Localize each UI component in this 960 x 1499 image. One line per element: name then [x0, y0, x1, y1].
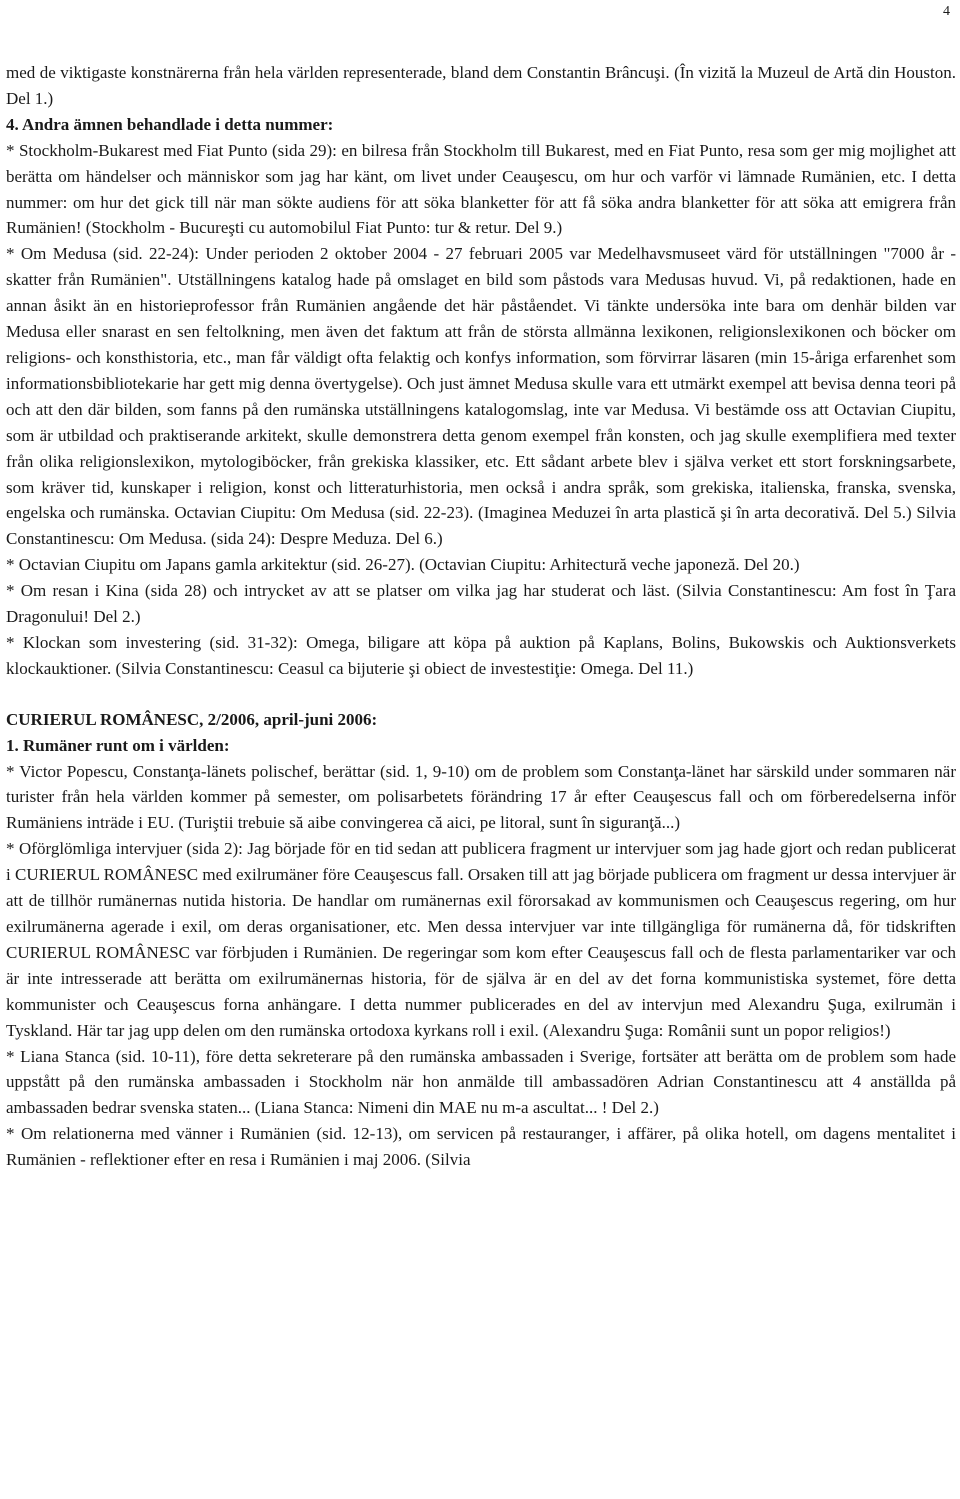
section-heading: 1. Rumäner runt om i världen: [6, 735, 230, 755]
section-spacer [6, 682, 956, 707]
paragraph: * Oförglömliga intervjuer (sida 2): Jag började för en tid sedan att publicera fragment ur intervjuer som jag hade gjort och redan publicerat i CURIERUL ROMÂNESC med exilrumäner före Ceauşescus fall. Orsaken till att jag började publicera om fragment ur dessa intervjuer är att de tillhör rumänernas nutida historia. De handlar om rumänernas exil förorsakad av kommunismen och Ceauşescus regering, om hur exilrumänerna agerade i exil, om deras organisationer, etc. Men dessa intervjuer var inte tillgängliga för rumänerna då, för tidskriften CURIERUL ROMÂNESC var förbjuden i Rumänien. De regeringar som kom efter Ceauşescus fall och de flesta parlamentariker var och är inte intresserade att berätta om exilrumänernas historia, för de själva är en del av det forna kommunistiska systemet, före detta kommunister och Ceauşescus forna anhängare. I detta nummer publicerades en del av intervjun med Alexandru Şuga, exilrumän i Tyskland. Här tar jag upp delen om den rumänska ortodoxa kyrkans roll i exil. (Alexandru Şuga: Românii sunt un popor religios!) [6, 839, 956, 1040]
paragraph: * Octavian Ciupitu om Japans gamla arkitektur (sid. 26-27). (Octavian Ciupitu: Arhitectură veche japoneză. Del 20.) [6, 555, 800, 575]
paragraph: * Om Medusa (sid. 22-24): Under perioden 2 oktober 2004 - 27 februari 2005 var Medelhavsmuseet värd för utställningen "7000 år - skatter från Rumänien". Utställningens katalog hade på omslaget en bild som påstods vara Medusas huvud. Vi, på redaktionen, hade en annan åsikt än en historieprofessor från Rumänien angående det här påståendet. Vi tänkte undersöka inte bara om denhär bilden var Medusa eller snarast en sen feltolkning, men även det faktum att från de största allmänna lexikonen, religionslexikonen och böcker om religions- och konsthistoria, etc., man får väldigt ofta felaktig och konfys information, som förvirrar läsaren (min 15-åriga erfarenhet som informationsbibliotekarie har gett mig denna övertygelse). Och just ämnet Medusa skulle vara ett utmärkt exempel att bevisa denna teori på och att den där bilden, som fanns på den rumänska utställningens katalogomslag, inte var Medusa. Vi bestämde oss att Octavian Ciupitu, som är utbildad och praktiserande arkitekt, skulle demonstrera detta genom exempel från konsten, och jag skulle exemplifiera med texter från olika religionslexikon, mytologiböcker, från grekiska klassiker, etc. Ett sådant arbete blev i själva verket ett stort forskningsarbete, som kräver tid, kunskaper i religion, konst och litteraturhistoria, men också i andra språk, som grekiska, italienska, franska, svenska, engelska och rumänska. Octavian Ciupitu: Om Medusa (sid. 22-23). (Imaginea Meduzei în arta plastică şi în arta decorativă. Del 5.) Silvia Constantinescu: Om Medusa. (sida 24): Despre Meduza. Del 6.) [6, 244, 956, 549]
paragraph: * Klockan som investering (sid. 31-32): Omega, biligare att köpa på auktion på Kaplans, Bolins, Bukowskis och Auktionsverkets klockauktioner. (Silvia Constantinescu: Ceasul ca bijuterie şi obiect de investestiţie: Omega. Del 11.) [6, 632, 956, 678]
paragraph: * Om relationerna med vänner i Rumänien (sid. 12-13), om servicen på restauranger, i affärer, på olika hotell, om dagens mentalitet i Rumänien - reflektioner efter en resa i Rumänien i maj 2006. (Silvia [6, 1124, 956, 1170]
issue-title: CURIERUL ROMÂNESC, 2/2006, april-juni 2006: [6, 709, 378, 729]
page-content [6, 60, 956, 1173]
paragraph: * Stockholm-Bukarest med Fiat Punto (sida 29): en bilresa från Stockholm till Bukarest, med en Fiat Punto, resa som ger mig mojlighet att berätta om händelser och människor som jag har känt, om livet under Ceauşescu, om hur och varför vi lämnade Rumänien, etc. I detta nummer: om hur det gick till när man sökte audiens för att söka blanketter för att få söka andra blanketter för att söka att emigrera från Rumänien! (Stockholm - Bucureşti cu automobilul Fiat Punto: tur & retur. Del 9.) [6, 140, 956, 238]
page-number: 4 [943, 4, 950, 19]
paragraph: * Victor Popescu, Constanţa-länets polischef, berättar (sid. 1, 9-10) om de problem som Constanţa-länet har särskild under sommaren när turister från hela världen kommer på semester, om polisarbetets förändring 17 år efter Ceauşescus fall och om förberedelserna inför Rumäniens inträde i EU. (Turiştii trebuie să aibe convingerea că aici, pe litoral, sunt în siguranţă...) [6, 761, 956, 833]
paragraph: * Liana Stanca (sid. 10-11), före detta sekreterare på den rumänska ambassaden i Sverige, fortsäter att berätta om de problem som hade uppstått på den rumänska ambassaden i Stockholm när hon anmälde till ambassadören Adrian Constantinescu att 4 anställda på ambassaden bedrar svenska staten... (Liana Stanca: Nimeni din MAE nu m-a ascultat... ! Del 2.) [6, 1046, 956, 1118]
paragraph: * Om resan i Kina (sida 28) och intrycket av att se platser om vilka jag har studerat och läst. (Silvia Constantinescu: Am fost în Ţara Dragonului! Del 2.) [6, 581, 956, 627]
paragraph: med de viktigaste konstnärerna från hela världen representerade, bland dem Constantin Brâncuşi. (În vizită la Muzeul de Artă din Houston. Del 1.) [6, 63, 956, 108]
section-heading: 4. Andra ämnen behandlade i detta nummer: [6, 114, 334, 134]
